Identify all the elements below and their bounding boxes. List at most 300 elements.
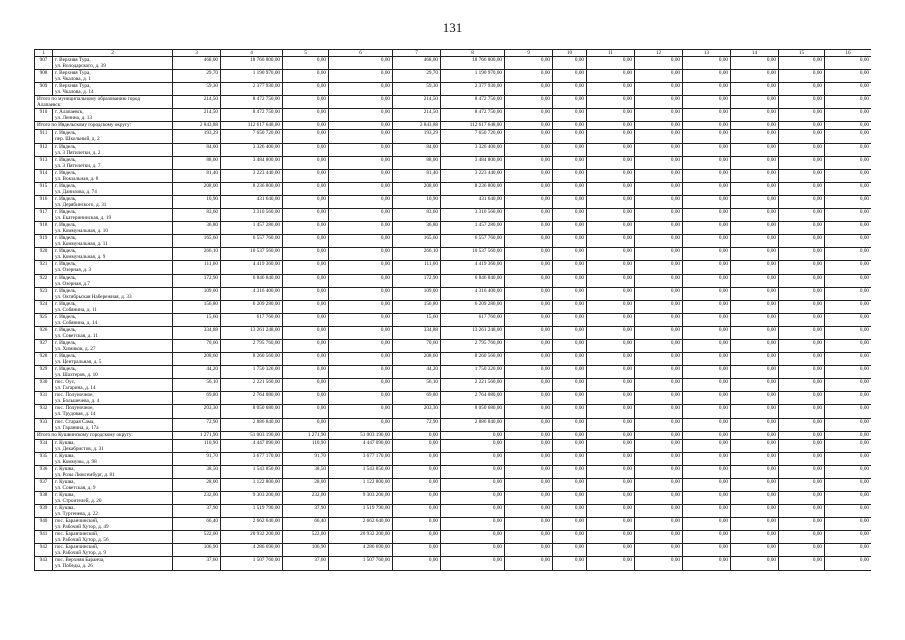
value-cell: 0,00	[825, 557, 872, 570]
value-cell: 0,00	[683, 122, 731, 130]
value-cell: 0,00	[635, 156, 683, 169]
row-number-cell: 916	[35, 195, 53, 208]
value-cell: 2 377 930,00	[221, 83, 283, 96]
subtotal-row	[35, 122, 872, 130]
value-cell: 4 286 690,00	[329, 544, 393, 557]
value-cell: 0,00	[505, 274, 553, 287]
value-cell: 0,00	[553, 518, 587, 531]
value-cell: 0,00	[329, 182, 393, 195]
value-cell: 522,00	[283, 531, 329, 544]
column-number-cell: 10	[553, 50, 587, 57]
value-cell: 193,29	[393, 130, 441, 143]
value-cell: 0,00	[553, 313, 587, 326]
value-cell: 0,00	[779, 439, 825, 452]
address-locality: г. Ивдель,	[55, 130, 77, 137]
value-cell: 0,00	[283, 235, 329, 248]
value-cell: 0,00	[553, 379, 587, 392]
value-cell: 81,40	[173, 169, 221, 182]
value-cell: 3 484 800,00	[221, 156, 283, 169]
row-number-cell: 942	[35, 544, 53, 557]
value-cell: 36,80	[173, 222, 221, 235]
address-cell	[53, 366, 173, 379]
value-cell: 0,00	[329, 96, 393, 109]
address-locality: г. Ивдель,	[55, 339, 77, 346]
value-cell: 0,00	[635, 505, 683, 518]
value-cell: 0,00	[635, 300, 683, 313]
value-cell: 0,00	[441, 431, 505, 439]
value-cell: 0,00	[683, 557, 731, 570]
value-cell: 0,00	[731, 439, 779, 452]
value-cell: 0,00	[635, 557, 683, 570]
value-cell: 0,00	[779, 492, 825, 505]
value-cell: 193,29	[173, 130, 221, 143]
value-cell: 0,00	[505, 70, 553, 83]
address-street: ул. Озерная, д.7	[55, 280, 90, 287]
value-cell: 0,00	[779, 326, 825, 339]
value-cell: 56,10	[393, 379, 441, 392]
value-cell: 0,00	[825, 261, 872, 274]
value-cell: 0,00	[731, 122, 779, 130]
value-cell: 0,00	[683, 70, 731, 83]
value-cell: 0,00	[683, 379, 731, 392]
row-number-cell: 939	[35, 505, 53, 518]
value-cell: 0,00	[779, 557, 825, 570]
value-cell: 0,00	[587, 130, 635, 143]
value-cell: 0,00	[329, 392, 393, 405]
value-cell: 83,60	[393, 209, 441, 222]
value-cell: 0,00	[731, 274, 779, 287]
value-cell: 0,00	[283, 109, 329, 122]
value-cell: 0,00	[505, 143, 553, 156]
row-number-cell: 934	[35, 439, 53, 452]
value-cell: 2 221 560,00	[441, 379, 505, 392]
address-cell	[53, 353, 173, 366]
address-locality: пос. Полуночное,	[55, 405, 94, 412]
value-cell: 91,70	[283, 452, 329, 465]
address-locality: г. Ивдель,	[55, 248, 77, 255]
value-cell: 0,00	[683, 431, 731, 439]
value-cell: 0,00	[587, 353, 635, 366]
value-cell: 1 519 790,00	[221, 505, 283, 518]
value-cell: 0,00	[779, 339, 825, 352]
value-cell: 8 260 560,00	[441, 353, 505, 366]
value-cell: 0,00	[825, 439, 872, 452]
value-cell: 0,00	[683, 169, 731, 182]
value-cell: 0,00	[635, 418, 683, 431]
value-cell: 0,00	[779, 83, 825, 96]
subtotal-label: Алапаевск:	[37, 102, 62, 109]
value-cell: 0,00	[441, 531, 505, 544]
value-cell: 334,88	[393, 326, 441, 339]
row-number-cell: 932	[35, 405, 53, 418]
address-street: ул. Декабристов, д. 31	[55, 445, 104, 452]
value-cell: 0,00	[505, 109, 553, 122]
value-cell: 20 932 200,00	[329, 531, 393, 544]
subtotal-label: Итого по Кушвинскому городскому округу:	[37, 431, 133, 438]
value-cell: 3 326 400,00	[441, 143, 505, 156]
value-cell: 0,00	[779, 248, 825, 261]
address-street: ул. Тургенева, д. 22	[55, 511, 98, 518]
row-number-cell: 924	[35, 300, 53, 313]
value-cell: 0,00	[825, 518, 872, 531]
value-cell: 106,90	[173, 544, 221, 557]
value-cell: 0,00	[825, 156, 872, 169]
value-cell: 165,60	[173, 235, 221, 248]
value-cell: 0,00	[779, 505, 825, 518]
value-cell: 0,00	[587, 222, 635, 235]
value-cell: 0,00	[731, 222, 779, 235]
address-cell	[53, 531, 173, 544]
value-cell: 1 543 850,00	[221, 465, 283, 478]
value-cell: 0,00	[587, 326, 635, 339]
value-cell: 156,80	[173, 300, 221, 313]
value-cell: 0,00	[587, 300, 635, 313]
value-cell: 0,00	[635, 248, 683, 261]
value-cell: 8 050 680,00	[221, 405, 283, 418]
row-number-cell: 911	[35, 130, 53, 143]
value-cell: 4 419 360,00	[441, 261, 505, 274]
value-cell: 0,00	[635, 287, 683, 300]
address-street: пер. Школьный, д. 2	[55, 136, 100, 143]
value-cell: 0,00	[505, 209, 553, 222]
table-row	[35, 465, 872, 478]
value-cell: 0,00	[825, 492, 872, 505]
value-cell: 15,60	[173, 313, 221, 326]
address-locality: пос. Баранчинский,	[55, 518, 99, 525]
value-cell: 0,00	[553, 431, 587, 439]
value-cell: 13 261 248,00	[221, 326, 283, 339]
address-street: ул. Володарского, д. 39	[55, 63, 106, 69]
value-cell: 0,00	[779, 313, 825, 326]
value-cell: 232,00	[283, 492, 329, 505]
value-cell: 4 447 090,00	[329, 439, 393, 452]
value-cell: 0,00	[683, 439, 731, 452]
value-cell: 0,00	[779, 169, 825, 182]
subtotal-label-cell	[35, 96, 173, 109]
value-cell: 0,00	[505, 379, 553, 392]
value-cell: 0,00	[825, 300, 872, 313]
value-cell: 83,60	[173, 209, 221, 222]
value-cell: 0,00	[731, 195, 779, 208]
table-row	[35, 405, 872, 418]
value-cell: 266,10	[393, 248, 441, 261]
value-cell: 0,00	[587, 70, 635, 83]
value-cell: 0,00	[505, 57, 553, 70]
value-cell: 0,00	[283, 222, 329, 235]
value-cell: 0,00	[635, 379, 683, 392]
value-cell: 0,00	[505, 478, 553, 491]
address-locality: г. Кушва,	[55, 478, 75, 485]
column-number-cell: 9	[505, 50, 553, 57]
address-locality: г. Ивдель,	[55, 353, 77, 360]
value-cell: 0,00	[283, 248, 329, 261]
value-cell: 0,00	[505, 418, 553, 431]
value-cell: 9 303 200,00	[221, 492, 283, 505]
value-cell: 0,00	[505, 83, 553, 96]
value-cell: 0,00	[505, 182, 553, 195]
value-cell: 0,00	[683, 195, 731, 208]
value-cell: 0,00	[283, 287, 329, 300]
value-cell: 0,00	[779, 544, 825, 557]
value-cell: 0,00	[441, 478, 505, 491]
column-number-cell: 16	[825, 50, 872, 57]
value-cell: 0,00	[731, 465, 779, 478]
row-number-cell: 933	[35, 418, 53, 431]
value-cell: 1 507 760,00	[221, 557, 283, 570]
address-locality: пос. Полуночное,	[55, 392, 94, 399]
value-cell: 0,00	[553, 83, 587, 96]
value-cell: 203,30	[173, 405, 221, 418]
value-cell: 0,00	[825, 235, 872, 248]
value-cell: 0,00	[505, 326, 553, 339]
value-cell: 0,00	[731, 326, 779, 339]
value-cell: 0,00	[329, 248, 393, 261]
address-locality: г. Ивдель,	[55, 143, 77, 150]
value-cell: 0,00	[731, 452, 779, 465]
value-cell: 0,00	[731, 531, 779, 544]
value-cell: 0,00	[825, 313, 872, 326]
address-street: ул. Центральная, д. 5	[55, 359, 102, 366]
table-row	[35, 544, 872, 557]
address-cell	[53, 209, 173, 222]
column-number-cell: 6	[329, 50, 393, 57]
value-cell: 56,10	[173, 379, 221, 392]
address-locality: г. Ивдель,	[55, 156, 77, 163]
value-cell: 7 650 720,00	[221, 130, 283, 143]
address-street: ул. Рабочий Хутор, д. 56	[55, 537, 109, 544]
address-street: ул. Собянина, д. 11	[55, 306, 97, 313]
value-cell: 0,00	[731, 478, 779, 491]
value-cell: 106,90	[283, 544, 329, 557]
address-locality: г. Верхняя Тура,	[55, 83, 91, 90]
address-street: ул. Октябрьская Набережная, д. 33	[55, 293, 132, 300]
value-cell: 1 507 760,00	[329, 557, 393, 570]
value-cell: 37,90	[173, 505, 221, 518]
value-cell: 0,00	[635, 195, 683, 208]
value-cell: 8 472 750,00	[441, 96, 505, 109]
value-cell: 208,00	[173, 182, 221, 195]
value-cell: 0,00	[825, 392, 872, 405]
value-cell: 0,00	[683, 143, 731, 156]
address-locality: г. Ивдель,	[55, 261, 77, 268]
value-cell: 0,00	[505, 505, 553, 518]
value-cell: 0,00	[329, 261, 393, 274]
address-locality: г. Кушва,	[55, 452, 75, 459]
value-cell: 617 760,00	[221, 313, 283, 326]
row-number-cell: 922	[35, 274, 53, 287]
address-street: ул. Большечева, д. 4	[55, 398, 100, 405]
value-cell: 51 003 190,00	[221, 431, 283, 439]
value-cell: 8 050 680,00	[441, 405, 505, 418]
value-cell: 2 764 080,00	[221, 392, 283, 405]
value-cell: 112 617 648,00	[441, 122, 505, 130]
value-cell: 0,00	[587, 57, 635, 70]
value-cell: 0,00	[553, 235, 587, 248]
value-cell: 208,00	[393, 182, 441, 195]
address-street: ул. 3 Пятилетки, д. 2	[55, 149, 101, 156]
value-cell: 0,00	[441, 544, 505, 557]
row-number-cell: 907	[35, 57, 53, 70]
value-cell: 0,00	[553, 287, 587, 300]
value-cell: 0,00	[683, 57, 731, 70]
value-cell: 0,00	[505, 531, 553, 544]
address-cell	[53, 182, 173, 195]
value-cell: 0,00	[587, 478, 635, 491]
row-number-cell: 940	[35, 518, 53, 531]
table-row	[35, 182, 872, 195]
value-cell: 2 886 840,00	[221, 418, 283, 431]
value-cell: 0,00	[329, 130, 393, 143]
address-street: ул. Чкалова, д. 14	[55, 89, 94, 96]
value-cell: 0,00	[553, 274, 587, 287]
value-cell: 0,00	[779, 287, 825, 300]
value-cell: 4 316 400,00	[221, 287, 283, 300]
value-cell: 0,00	[635, 274, 683, 287]
value-cell: 0,00	[587, 518, 635, 531]
value-cell: 0,00	[553, 209, 587, 222]
column-number-header	[35, 50, 872, 57]
value-cell: 0,00	[283, 300, 329, 313]
table-row	[35, 518, 872, 531]
value-cell: 0,00	[587, 405, 635, 418]
address-street: ул. Строителей, д. 20	[55, 498, 102, 504]
value-cell: 0,00	[553, 531, 587, 544]
value-cell: 70,60	[173, 339, 221, 352]
value-cell: 0,00	[731, 366, 779, 379]
value-cell: 0,00	[825, 143, 872, 156]
value-cell: 0,00	[329, 274, 393, 287]
address-locality: г. Ивдель,	[55, 182, 77, 189]
value-cell: 0,00	[441, 439, 505, 452]
value-cell: 0,00	[393, 544, 441, 557]
value-cell: 0,00	[825, 339, 872, 352]
column-number-cell: 13	[683, 50, 731, 57]
value-cell: 0,00	[283, 379, 329, 392]
value-cell: 214,50	[393, 96, 441, 109]
table-row	[35, 379, 872, 392]
document-table-frame	[34, 49, 871, 621]
value-cell: 0,00	[731, 287, 779, 300]
value-cell: 0,00	[329, 300, 393, 313]
value-cell: 69,80	[393, 392, 441, 405]
value-cell: 0,00	[779, 531, 825, 544]
value-cell: 0,00	[553, 465, 587, 478]
value-cell: 0,00	[683, 531, 731, 544]
address-cell	[53, 405, 173, 418]
value-cell: 0,00	[635, 261, 683, 274]
value-cell: 0,00	[553, 156, 587, 169]
value-cell: 0,00	[441, 557, 505, 570]
value-cell: 0,00	[825, 478, 872, 491]
value-cell: 0,00	[329, 83, 393, 96]
value-cell: 8 236 800,00	[441, 182, 505, 195]
address-locality: г. Ивдель,	[55, 366, 77, 373]
value-cell: 0,00	[587, 544, 635, 557]
value-cell: 6 846 840,00	[221, 274, 283, 287]
value-cell: 0,00	[587, 182, 635, 195]
value-cell: 2 662 640,00	[221, 518, 283, 531]
table-row	[35, 492, 872, 505]
value-cell: 0,00	[731, 235, 779, 248]
value-cell: 0,00	[553, 326, 587, 339]
value-cell: 0,00	[825, 505, 872, 518]
value-cell: 0,00	[825, 326, 872, 339]
value-cell: 0,00	[635, 326, 683, 339]
address-locality: г. Алапаевск,	[55, 109, 84, 116]
value-cell: 66,40	[173, 518, 221, 531]
value-cell: 8 472 750,00	[221, 109, 283, 122]
table-row	[35, 452, 872, 465]
table-row	[35, 531, 872, 544]
row-number-cell: 919	[35, 235, 53, 248]
address-locality: г. Ивдель,	[55, 222, 77, 229]
value-cell: 3 310 560,00	[221, 209, 283, 222]
column-number-cell: 15	[779, 50, 825, 57]
value-cell: 0,00	[683, 130, 731, 143]
value-cell: 0,00	[329, 122, 393, 130]
value-cell: 0,00	[393, 465, 441, 478]
value-cell: 0,00	[587, 261, 635, 274]
value-cell: 0,00	[683, 478, 731, 491]
address-street: ул. Озерная, д. 3	[55, 267, 92, 274]
value-cell: 0,00	[441, 492, 505, 505]
value-cell: 0,00	[779, 70, 825, 83]
value-cell: 0,00	[779, 366, 825, 379]
value-cell: 66,40	[283, 518, 329, 531]
value-cell: 2 377 930,00	[441, 83, 505, 96]
value-cell: 0,00	[731, 431, 779, 439]
value-cell: 0,00	[635, 222, 683, 235]
address-cell	[53, 57, 173, 70]
value-cell: 0,00	[553, 452, 587, 465]
table-row	[35, 156, 872, 169]
value-cell: 0,00	[635, 109, 683, 122]
subtotal-row	[35, 431, 872, 439]
value-cell: 0,00	[683, 313, 731, 326]
value-cell: 0,00	[553, 195, 587, 208]
value-cell: 0,00	[683, 209, 731, 222]
value-cell: 0,00	[587, 366, 635, 379]
value-cell: 0,00	[329, 339, 393, 352]
value-cell: 214,50	[173, 109, 221, 122]
value-cell: 8 260 560,00	[221, 353, 283, 366]
value-cell: 0,00	[505, 465, 553, 478]
value-cell: 0,00	[553, 122, 587, 130]
value-cell: 617 760,00	[441, 313, 505, 326]
value-cell: 1 750 320,00	[221, 366, 283, 379]
value-cell: 0,00	[283, 169, 329, 182]
value-cell: 0,00	[329, 405, 393, 418]
value-cell: 0,00	[825, 57, 872, 70]
value-cell: 8 472 750,00	[441, 109, 505, 122]
value-cell: 0,00	[505, 300, 553, 313]
value-cell: 70,60	[393, 339, 441, 352]
value-cell: 0,00	[683, 505, 731, 518]
address-locality: г. Ивдель,	[55, 300, 77, 307]
value-cell: 91,70	[173, 452, 221, 465]
value-cell: 0,00	[283, 366, 329, 379]
value-cell: 0,00	[731, 418, 779, 431]
table-row	[35, 353, 872, 366]
table-row	[35, 313, 872, 326]
row-number-cell: 909	[35, 83, 53, 96]
value-cell: 0,00	[587, 195, 635, 208]
value-cell: 10,90	[393, 195, 441, 208]
value-cell: 0,00	[683, 405, 731, 418]
value-cell: 38,50	[283, 465, 329, 478]
value-cell: 0,00	[779, 452, 825, 465]
value-cell: 0,00	[553, 57, 587, 70]
